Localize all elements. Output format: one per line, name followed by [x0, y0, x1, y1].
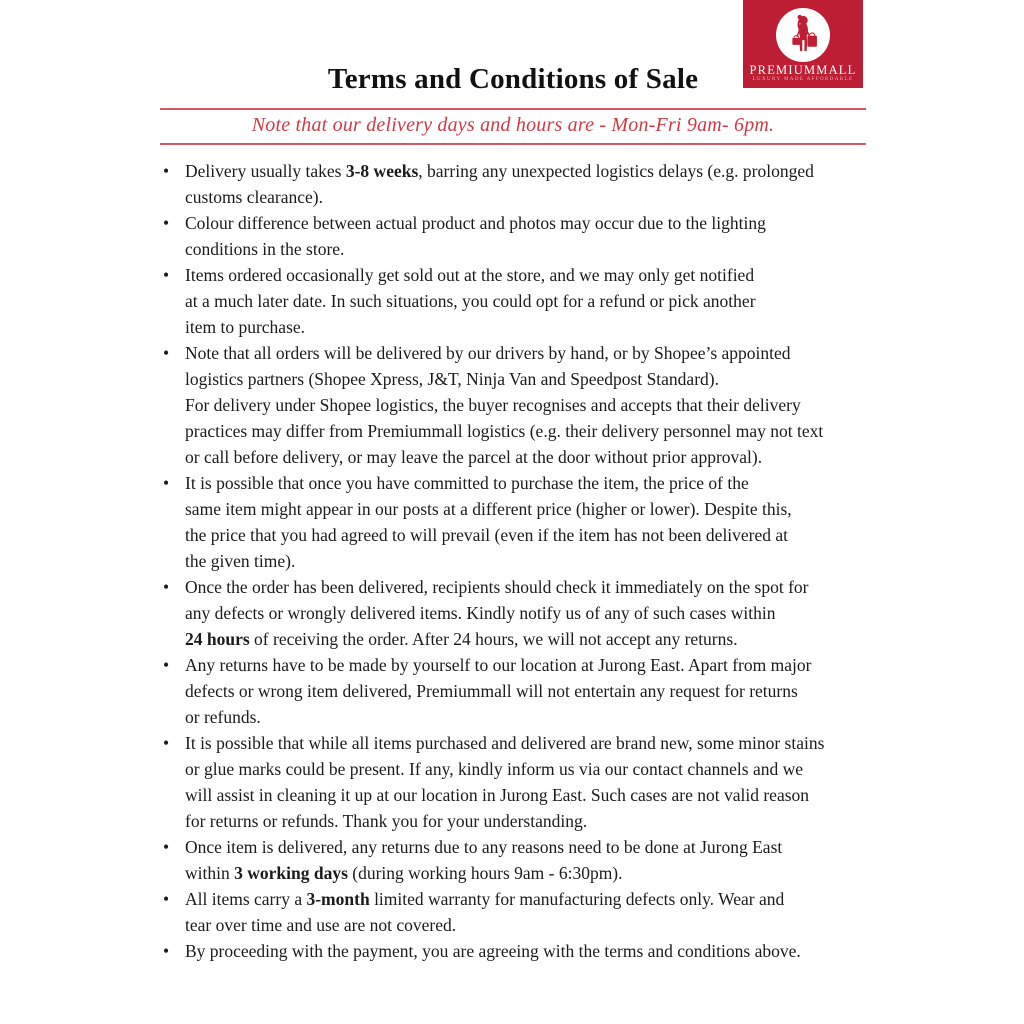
page-title: Terms and Conditions of Sale [327, 63, 699, 95]
term-item: • Colour difference between actual product and photos may occur due to the lighting conditions in the store. [160, 210, 866, 262]
term-item: • Items ordered occasionally get sold out at the store, and we may only get notified at a much later date. In such situations, you could opt for a refund or pick another item to purchase. [160, 262, 866, 340]
term-item: • Once item is delivered, any returns due to any reasons need to be done at Jurong East within 3 working days (during working hours 9am - 6:30pm). [160, 834, 866, 886]
term-item: • Once the order has been delivered, recipients should check it immediately on the spot for any defects or wrongly delivered items. Kindly notify us of any of such cases within 24 hours of receiving the order. After 24 hours, we will not accept any returns. [160, 574, 866, 652]
delivery-note-band [160, 108, 866, 145]
terms-list [160, 158, 866, 964]
term-item: • Delivery usually takes 3-8 weeks, barring any unexpected logistics delays (e.g. prolonged customs clearance). [160, 158, 866, 210]
term-item: • It is possible that once you have committed to purchase the item, the price of the same item might appear in our posts at a different price (higher or lower). Despite this, the price that you had agreed to will prevail (even if the item has not been delivered at the given time). [160, 470, 866, 574]
brand-name: PREMIUMMALL [749, 63, 857, 77]
term-item: • It is possible that while all items purchased and delivered are brand new, some minor stains or glue marks could be present. If any, kindly inform us via our contact channels and we will assist in cleaning it up at our location in Jurong East. Such cases are not valid reason for returns or refunds. Thank you for your understanding. [160, 730, 866, 834]
document-body [160, 0, 866, 964]
term-item: • Note that all orders will be delivered by our drivers by hand, or by Shopee’s appointed logistics partners (Shopee Xpress, J&T, Ninja Van and Speedpost Standard). For delivery under Shopee logistics, the buyer recognises and accepts that their delivery practices may differ from Premiummall logistics (e.g. their delivery personnel may not text or call before delivery, or may leave the parcel at the door without prior approval). [160, 340, 866, 470]
term-item: • By proceeding with the payment, you are agreeing with the terms and conditions above. [160, 938, 866, 964]
term-item: • All items carry a 3-month limited warranty for manufacturing defects only. Wear and tear over time and use are not covered. [160, 886, 866, 938]
term-item: • Any returns have to be made by yourself to our location at Jurong East. Apart from major defects or wrong item delivered, Premiummall will not entertain any request for returns or refunds. [160, 652, 866, 730]
brand-tagline: LUXURY MADE AFFORDABLE [752, 77, 854, 82]
delivery-note: Note that our delivery days and hours are - Mon-Fri 9am- 6pm. [251, 114, 775, 136]
